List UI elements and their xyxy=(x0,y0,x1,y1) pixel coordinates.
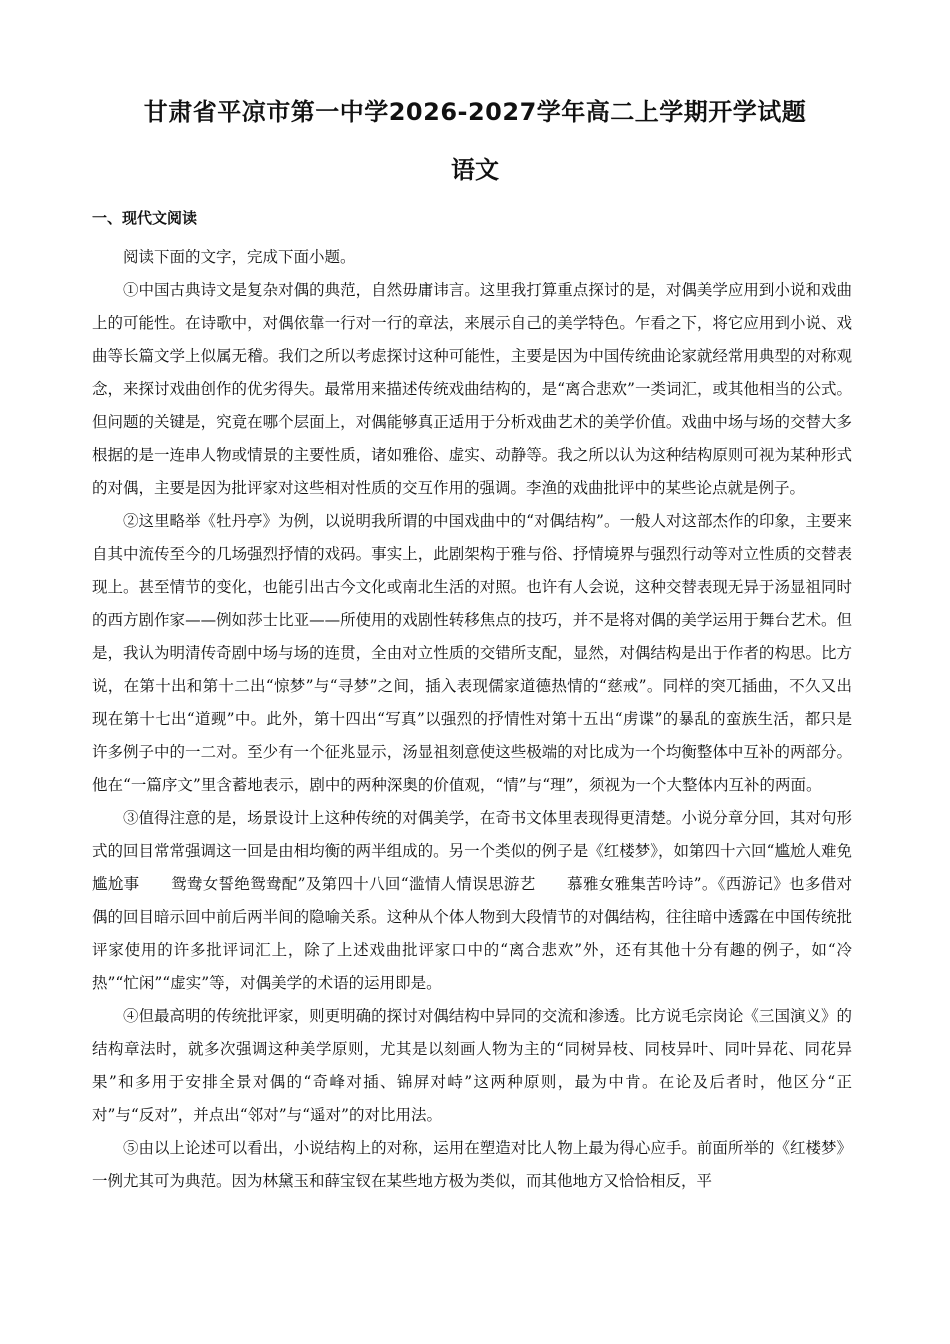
passage-paragraph-1: ①中国古典诗文是复杂对偶的典范，自然毋庸讳言。这里我打算重点探讨的是，对偶美学应用到小说和戏曲上的可能性。在诗歌中，对偶依靠一行对一行的章法，来展示自己的美学特色。乍看之下，将它应用到小说、戏曲等长篇文学上似属无稽。我们之所以考虑探讨这种可能性，主要是因为中国传统曲论家就经常用典型的对称观念，来探讨戏曲创作的优劣得失。最常用来描述传统戏曲结构的，是“离合悲欢”一类词汇，或其他相当的公式。但问题的关键是，究竟在哪个层面上，对偶能够真正适用于分析戏曲艺术的美学价值。戏曲中场与场的交替大多根据的是一连串人物或情景的主要性质，诸如雅俗、虚实、动静等。我之所以认为这种结构原则可视为某种形式的对偶，主要是因为批评家对这些相对性质的交互作用的强调。李渔的戏曲批评中的某些论点就是例子。 xyxy=(92,281,852,497)
exam-title: 甘肃省平凉市第一中学2026-2027学年高二上学期开学试题 xyxy=(143,98,807,126)
subject-title: 语文 xyxy=(451,156,499,184)
instruction-paragraph: 阅读下面的文字，完成下面小题。 xyxy=(123,248,356,266)
passage-paragraph-3: ③值得注意的是，场景设计上这种传统的对偶美学，在奇书文体里表现得更清楚。小说分章分回，其对句形式的回目常常强调这一回是由相均衡的两半组成的。另一个类似的例子是《红楼梦》，如第四十六回“尴尬人难免尴尬事 鸳鸯女誓绝鸳鸯配”及第四十八回“滥情人情误思游艺 慕雅女雅集苦吟诗”。《西游记》也多借对偶的回目暗示回中前后两半间的隐喻关系。这种从个体人物到大段情节的对偶结构，往往暗中透露在中国传统批评家使用的许多批评词汇上，除了上述戏曲批评家口中的“离合悲欢”外，还有其他十分有趣的例子，如“冷热”“忙闲”“虚实”等，对偶美学的术语的运用即是。 xyxy=(92,809,852,992)
section-heading: 一、现代文阅读 xyxy=(92,209,198,227)
passage-paragraph-5: ⑤由以上论述可以看出，小说结构上的对称，运用在塑造对比人物上最为得心应手。前面所举的《红楼梦》一例尤其可为典范。因为林黛玉和薛宝钗在某些地方极为类似，而其他地方又恰恰相反，平 xyxy=(92,1139,852,1190)
passage-paragraph-2: ②这里略举《牡丹亭》为例，以说明我所谓的中国戏曲中的“对偶结构”。一般人对这部杰作的印象，主要来自其中流传至今的几场强烈抒情的戏码。事实上，此剧架构于雅与俗、抒情境界与强烈行动等对立性质的交替表现上。甚至情节的变化，也能引出古今文化或南北生活的对照。也许有人会说，这种交替表现无异于汤显祖同时的西方剧作家——例如莎士比亚——所使用的戏剧性转移焦点的技巧，并不是将对偶的美学运用于舞台艺术。但是，我认为明清传奇剧中场与场的连贯，全由对立性质的交错所支配，显然，对偶结构是出于作者的构思。比方说，在第十出和第十二出“惊梦”与“寻梦”之间，插入表现儒家道德热情的“慈戒”。同样的突兀插曲，不久又出现在第十七出“道觋”中。此外，第十四出“写真”以强烈的抒情性对第十五出“虏谍”的暴乱的蛮族生活，都只是许多例子中的一二对。至少有一个征兆显示，汤显祖刻意使这些极端的对比成为一个均衡整体中互补的两部分。他在“一篇序文”里含蓄地表示，剧中的两种深奥的价值观，“情”与“理”，须视为一个大整体内互补的两面。 xyxy=(92,512,852,794)
passage-paragraph-4: ④但最高明的传统批评家，则更明确的探讨对偶结构中异同的交流和渗透。比方说毛宗岗论《三国演义》的结构章法时，就多次强调这种美学原则，尤其是以刻画人物为主的“同树异枝、同枝异叶、同叶异花、同花异果”和多用于安排全景对偶的“奇峰对插、锦屏对峙”这两种原则，最为中肯。在论及后者时，他区分“正对”与“反对”，并点出“邻对”与“遥对”的对比用法。 xyxy=(92,1007,852,1124)
reading-passage xyxy=(92,241,852,1198)
